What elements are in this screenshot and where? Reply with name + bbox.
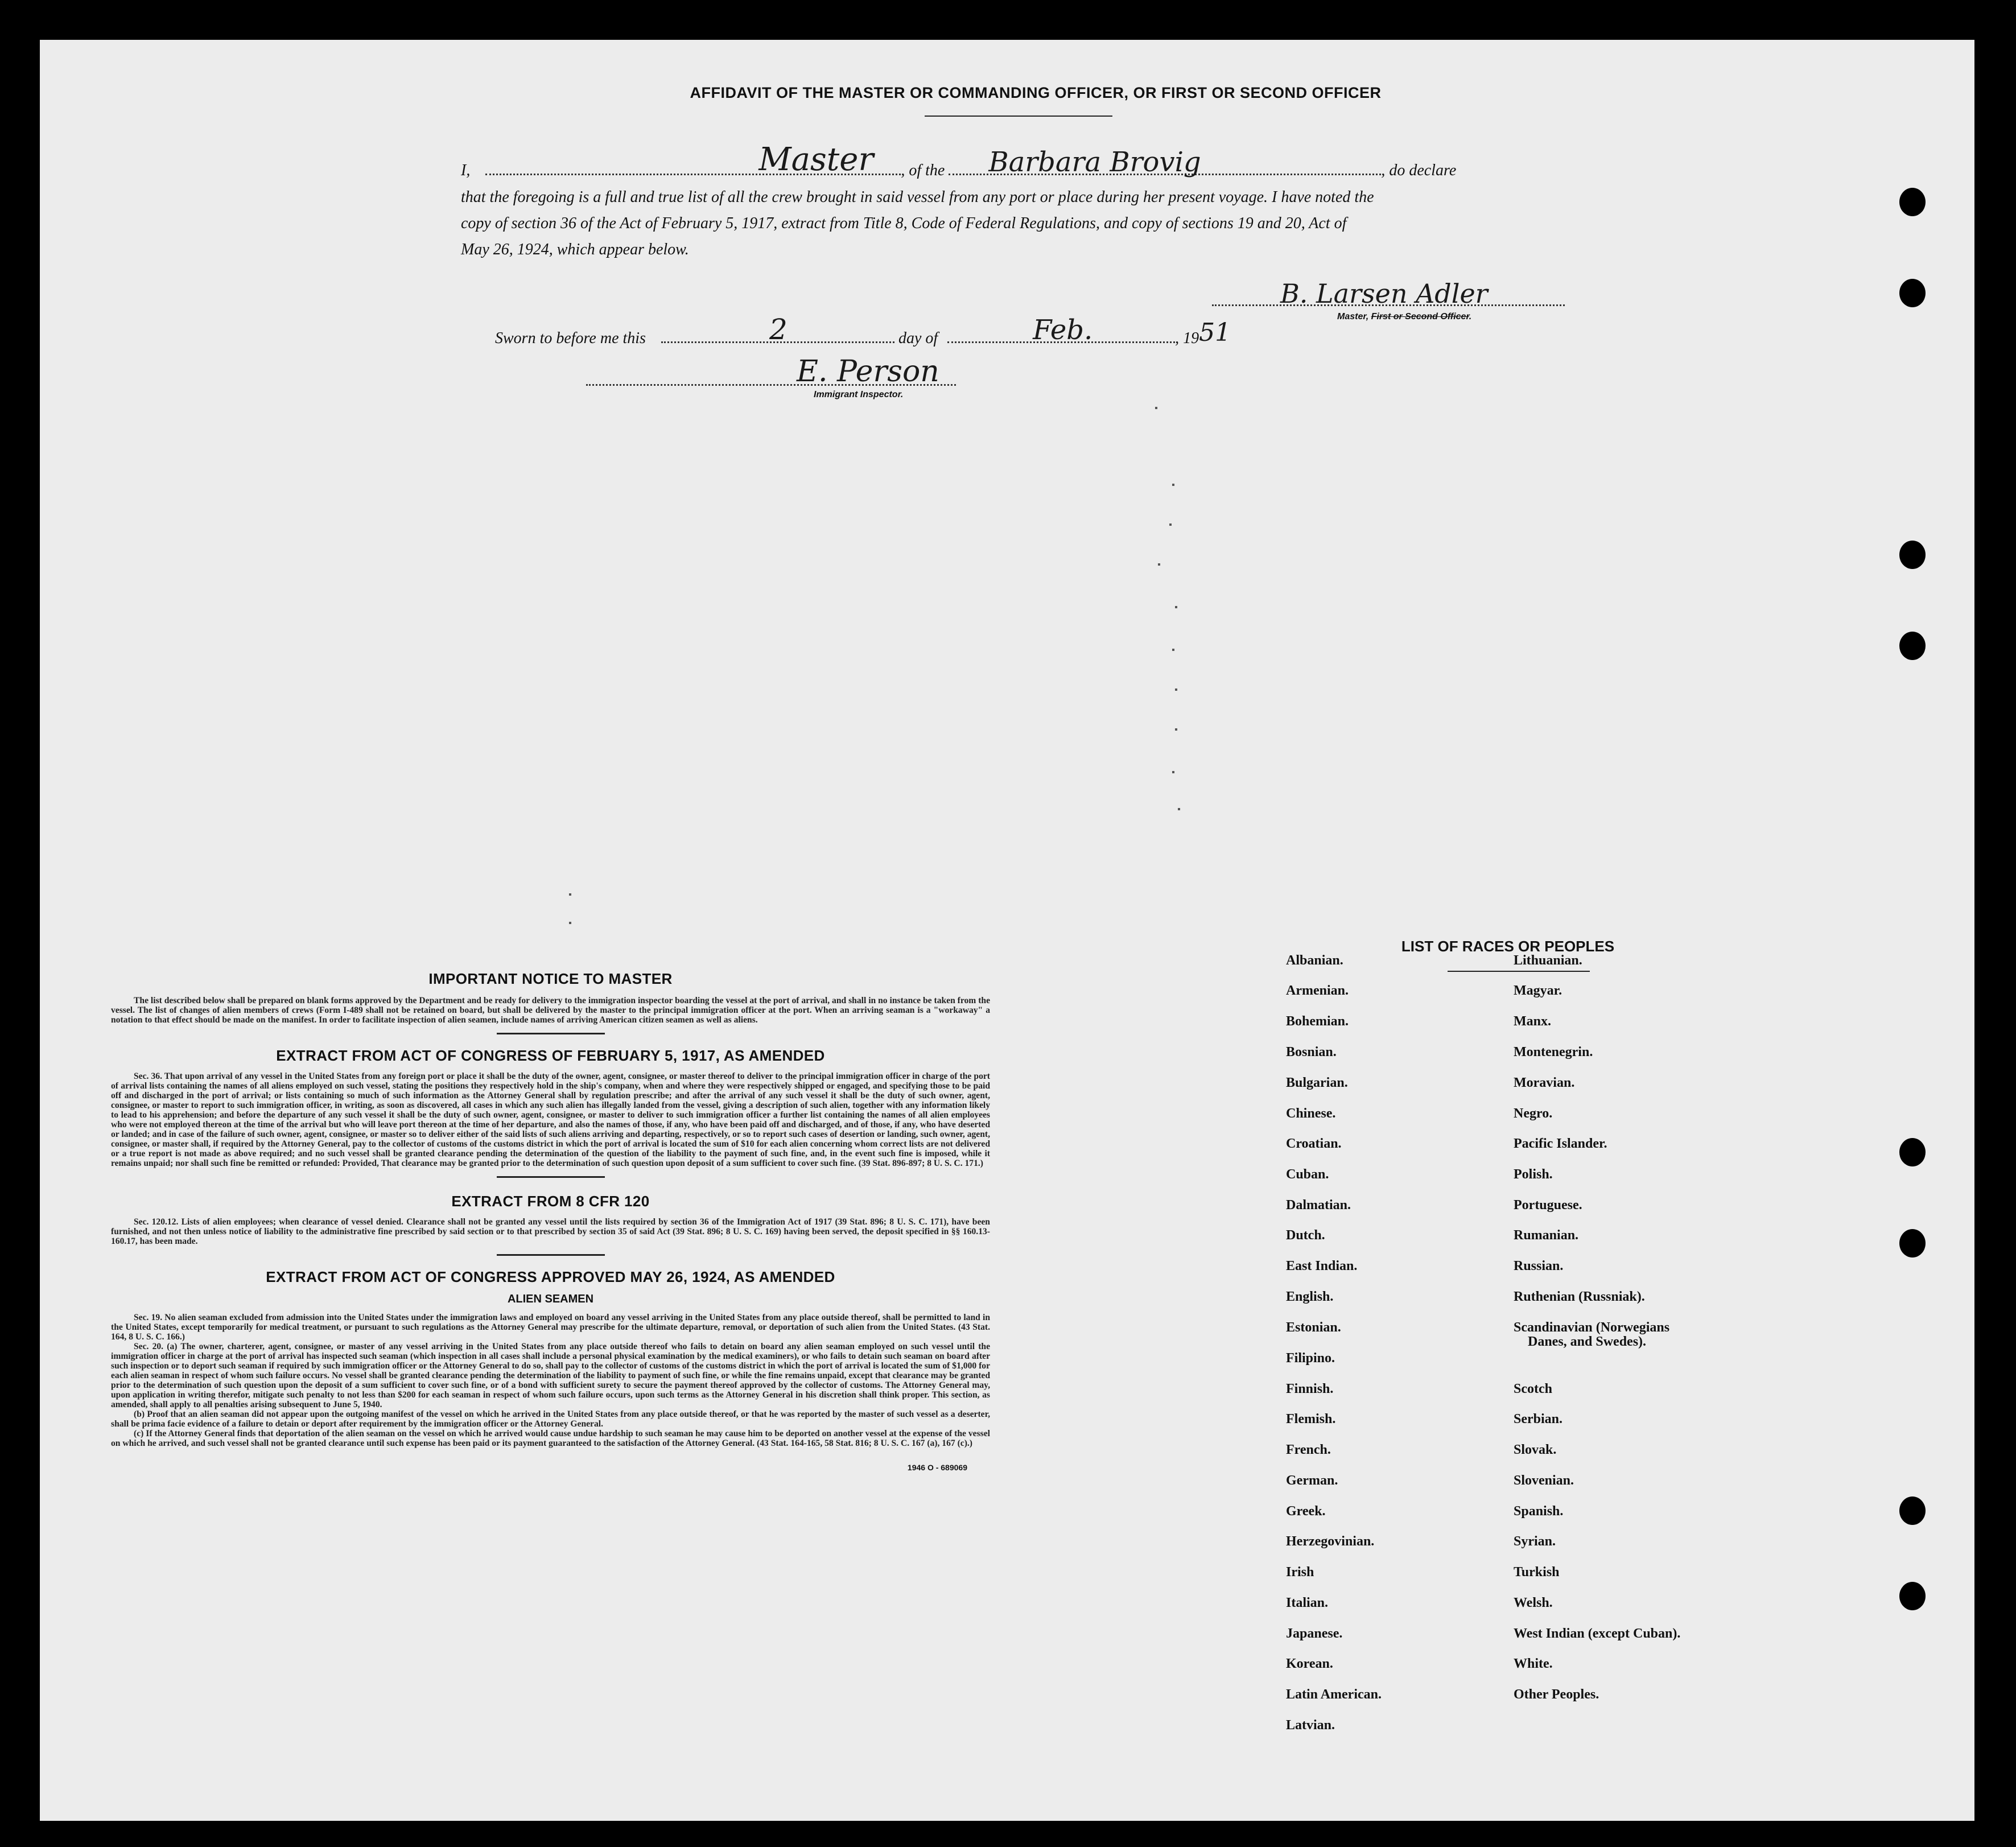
race-item: Albanian. (1286, 953, 1343, 968)
race-item: Rumanian. (1514, 1228, 1579, 1243)
races-title-rule (1448, 971, 1590, 972)
race-item: Chinese. (1286, 1106, 1336, 1121)
sworn-day-field[interactable] (661, 313, 894, 346)
race-item: West Indian (except Cuban). (1514, 1626, 1681, 1641)
race-item: Latvian. (1286, 1718, 1335, 1733)
punch-hole (1899, 632, 1926, 660)
race-item: Herzegovinian. (1286, 1534, 1375, 1549)
notice-text-block (111, 996, 990, 1025)
race-item: Turkish (1514, 1565, 1560, 1580)
race-item: Bulgarian. (1286, 1075, 1348, 1090)
of-the-label: , of the (901, 162, 945, 179)
day-of-label: day of (898, 329, 938, 347)
race-item: Korean. (1286, 1656, 1333, 1671)
race-item: White. (1514, 1656, 1553, 1671)
extract-1917-title: EXTRACT FROM ACT OF CONGRESS OF FEBRUARY 5, 1917, AS AMENDED (276, 1047, 825, 1064)
race-item: Bosnian. (1286, 1045, 1337, 1059)
race-item: East Indian. (1286, 1259, 1358, 1273)
race-item: Slovenian. (1514, 1473, 1574, 1488)
race-item: Flemish. (1286, 1412, 1336, 1427)
sworn-month: Feb. (1033, 314, 1093, 346)
inspector-signature: E. Person (797, 354, 939, 389)
punch-hole (1899, 279, 1926, 307)
race-item: Cuban. (1286, 1167, 1329, 1182)
race-item: Scandinavian (Norwegians (1514, 1320, 1670, 1335)
races-title: LIST OF RACES OR PEOPLES (1401, 938, 1615, 955)
race-item: English. (1286, 1289, 1334, 1304)
race-item: French. (1286, 1442, 1331, 1457)
race-item: Filipino. (1286, 1351, 1335, 1366)
race-item: Japanese. (1286, 1626, 1343, 1641)
affidavit-body-line-3: copy of section 36 of the Act of February 5, 1917, extract from Title 8, Code of Federal Regulations, and copy of sections 19 and 20, Act of (461, 215, 1347, 232)
affidavit-body-line-2: that the foregoing is a full and true list of all the crew brought in said vessel from any port or place during her present voyage. I have noted the (461, 188, 1374, 206)
race-item: Spanish. (1514, 1504, 1564, 1519)
race-item: Slovak. (1514, 1442, 1557, 1457)
inspector-label: Immigrant Inspector. (814, 390, 904, 399)
extract-1924-text-block (111, 1313, 990, 1448)
sworn-prefix: Sworn to before me this (495, 329, 646, 347)
extract-1917-text-block (111, 1071, 990, 1168)
year-prefix: , 19 (1175, 329, 1199, 347)
sworn-day: 2 (769, 313, 788, 346)
race-item: Estonian. (1286, 1320, 1341, 1335)
sworn-year: 51 (1199, 318, 1231, 347)
race-item: Irish (1286, 1565, 1314, 1580)
race-item: Dutch. (1286, 1228, 1325, 1243)
extract-8cfr-text-block (111, 1217, 990, 1246)
race-item: Moravian. (1514, 1075, 1575, 1090)
race-item: Scotch (1514, 1382, 1552, 1396)
extract-1924-subtitle: ALIEN SEAMEN (507, 1293, 594, 1305)
punch-hole (1899, 1582, 1926, 1610)
affidavit-declaration-line (461, 141, 1588, 183)
print-code: 1946 O - 689069 (907, 1463, 967, 1472)
punch-hole (1899, 1138, 1926, 1166)
race-item: Other Peoples. (1514, 1687, 1599, 1702)
extract-8cfr-text: Sec. 120.12. Lists of alien employees; when clearance of vessel denied. Clearance shall not be granted any vessel until the lists required by section 36 of the Immigration Act of 1917 (39 Stat. 896; 8 U. S. C. 171), have been furnished, and not then unless notice of liability to the administrative fine prescribed by said section or to that prescribed by section 35 of said Act (39 Stat. 896; 8 U. S. C. 169) having been served, the deposit specified in §§ 160.13-160.17, has been made. (111, 1217, 990, 1246)
master-signature-line[interactable] (1212, 265, 1565, 309)
race-item: Pacific Islander. (1514, 1136, 1607, 1151)
important-notice-section (111, 970, 990, 1472)
vessel-field[interactable] (949, 146, 1381, 178)
inspector-signature-line[interactable] (586, 347, 956, 389)
race-item: Latin American. (1286, 1687, 1382, 1702)
race-item: German. (1286, 1473, 1338, 1488)
sec-20c-paragraph: (c) If the Attorney General finds that deportation of the alien seaman on the vessel on which he arrived would cause undue hardship to such seaman he may cause him to be deported on another vessel at the expense of the vessel on which he arrived, and such vessel shall not be granted clearance until such expense has been paid or its payment guaranteed to the satisfaction of the Attorney General. (43 Stat. 164-165, 58 Stat. 816; 8 U. S. C. 167 (a), 167 (c).) (111, 1429, 990, 1448)
punch-hole (1899, 1496, 1926, 1525)
race-item: Portuguese. (1514, 1198, 1582, 1213)
race-item: Armenian. (1286, 983, 1349, 998)
affidavit-title: AFFIDAVIT OF THE MASTER OR COMMANDING OFFICER, OR FIRST OR SECOND OFFICER (690, 84, 1382, 101)
section-rule (497, 1254, 605, 1256)
punch-hole (1899, 188, 1926, 216)
race-item: Syrian. (1514, 1534, 1556, 1549)
race-item: Manx. (1514, 1014, 1551, 1029)
race-item: Montenegrin. (1514, 1045, 1593, 1059)
rank-field[interactable] (485, 141, 901, 178)
sworn-month-field[interactable] (947, 314, 1175, 346)
race-item: Dalmatian. (1286, 1198, 1351, 1213)
race-item: Serbian. (1514, 1412, 1563, 1427)
extract-1917-text: Sec. 36. That upon arrival of any vessel in the United States from any foreign port or place it shall be the duty of the owner, agent, consignee, or master thereof to deliver to the principal immigration officer in charge of the port of arrival lists containing the names of all aliens employed on such vessel, stating the positions they respectively hold in the ship's company, when and where they were respectively shipped or engaged, and specifying those to be paid off and discharged in the port of arrival; or lists containing so much of such information as the Attorney General shall by regulation prescribe; and after the arrival of any such vessel it shall be the duty of such owner, agent, consignee, or master to report to such immigration officer, in writing, as soon as discovered, all cases in which any such alien has illegally landed from the vessel, giving a description of such alien, together with any information likely to lead to his apprehension; and before the departure of any such vessel it shall be the duty of such owner, agent, consignee, or master to deliver to such immigration officer a further list containing the names of all alien employees who were not employed thereon at the time of the arrival but who will leave port thereon at the time of her departure, and also the names of those, if any, who have been paid off and discharged, and of those, if any, who have deserted or landed; and in case of the failure of such owner, agent, consignee, or master so to deliver either of the said lists of such aliens arriving and departing, respectively, or so to report such cases of desertion or landing, such owner, agent, consignee, or master shall, if required by the Attorney General, pay to the collector of customs of the customs district in which the port of arrival is located the sum of $10 for each alien concerning whom correct lists are not delivered or a true report is not made as above required; and no such vessel shall be granted clearance pending the determination of the question of the liability to the payment of such fine, and, in the event such fine is imposed, while it remains unpaid; nor shall such fine be remitted or refunded: Provided, That clearance may be granted prior to the determination of such question upon deposit of a sum sufficient to cover such fine. (39 Stat. 896-897; 8 U. S. C. 171.) (111, 1071, 990, 1168)
extract-8cfr-title: EXTRACT FROM 8 CFR 120 (451, 1193, 650, 1210)
master-signature: B. Larsen Adler (1280, 278, 1488, 309)
extract-1924-title: EXTRACT FROM ACT OF CONGRESS APPROVED MAY 26, 1924, AS AMENDED (266, 1268, 835, 1285)
race-item: Russian. (1514, 1259, 1564, 1273)
title-rule (925, 116, 1112, 117)
race-item: Magyar. (1514, 983, 1562, 998)
race-item: Finnish. (1286, 1382, 1334, 1396)
affidavit-body-line-4: May 26, 1924, which appear below. (461, 241, 689, 258)
notice-text: The list described below shall be prepared on blank forms approved by the Department and be ready for delivery to the immigration inspector boarding the vessel at the port of arrival, and shall in no instance be taken from the vessel. The list of changes of alien members of crews (Form I-489 shall not be retained on board, but shall be delivered by the master to the principal immigration officer at the port. When an arriving seaman is a "workaway" a notation to that effect should be made on the manifest. In order to facilitate inspection of alien seamen, include names of arriving American citizen seamen as well as aliens. (111, 996, 990, 1025)
race-item: Negro. (1514, 1106, 1553, 1121)
race-item: Italian. (1286, 1595, 1329, 1610)
race-item: Lithuanian. (1514, 953, 1582, 968)
race-item: Bohemian. (1286, 1014, 1349, 1029)
sec-20a-paragraph: Sec. 20. (a) The owner, charterer, agent, consignee, or master of any vessel arriving in the United States from any place outside thereof who fails to detain on board any alien seaman employed on such vessel until the immigration officer in charge at the port of arrival has inspected such seaman (which inspection in all cases shall include a personal physical examination by the medical examiners), or who fails to detain such seaman on board after such inspection or to deport such seaman if required by such immigration officer or the Attorney General to do so, shall pay to the collector of customs of the customs district in which the port of arrival is located the sum of $1,000 for each alien seaman in respect of whom such failure occurs. No vessel shall be granted clearance pending the determination of the liability to payment of such fine, or while the fine remains unpaid, except that clearance may be granted prior to the determination of such question upon the deposit of a sum sufficient to cover such fine, or of a bond with sufficient surety to secure the payment thereof approved by the collector of customs. The Attorney General may, upon application in writing therefor, mitigate such penalty to not less than $200 for each seaman in respect of whom such failure occurs, upon such terms as the Attorney General in his discretion shall think proper. This section, as amended, shall apply to all penalties arising subsequent to June 5, 1940. (111, 1342, 990, 1409)
master-label: Master, First or Second Officer. (1337, 312, 1472, 321)
race-item: Greek. (1286, 1504, 1326, 1519)
race-item: Ruthenian (Russniak). (1514, 1289, 1645, 1304)
punch-hole (1899, 541, 1926, 569)
line1-prefix: I, (461, 162, 471, 179)
punch-hole (1899, 1229, 1926, 1258)
notice-title: IMPORTANT NOTICE TO MASTER (428, 970, 673, 987)
section-rule (497, 1176, 605, 1178)
race-item: Croatian. (1286, 1136, 1342, 1151)
race-item: Danes, and Swedes). (1528, 1334, 1647, 1349)
section-rule (497, 1033, 605, 1034)
document-page (40, 40, 1974, 1821)
rank-handwritten: Master (758, 141, 874, 178)
do-declare-label: , do declare (1381, 162, 1457, 179)
sec-20b-paragraph: (b) Proof that an alien seaman did not appear upon the outgoing manifest of the vessel on which he arrived in the United States from any place outside thereof, or that he was reported by the master of such vessel as a deserter, shall be prima facie evidence of a failure to detain or deport after requirement by the immigration officer or the Attorney General. (111, 1409, 990, 1429)
sec-19-paragraph: Sec. 19. No alien seaman excluded from admission into the United States under the immigration laws and employed on board any vessel arriving in the United States from any place outside thereof, shall be permitted to land in the United States, except temporarily for medical treatment, or pursuant to such regulations as the Attorney General may prescribe for the ultimate departure, removal, or deportation of such alien from the United States. (43 Stat. 164, 8 U. S. C. 166.) (111, 1313, 990, 1342)
race-item: Polish. (1514, 1167, 1553, 1182)
vessel-handwritten: Barbara Brovig (988, 146, 1201, 178)
race-item: Welsh. (1514, 1595, 1553, 1610)
